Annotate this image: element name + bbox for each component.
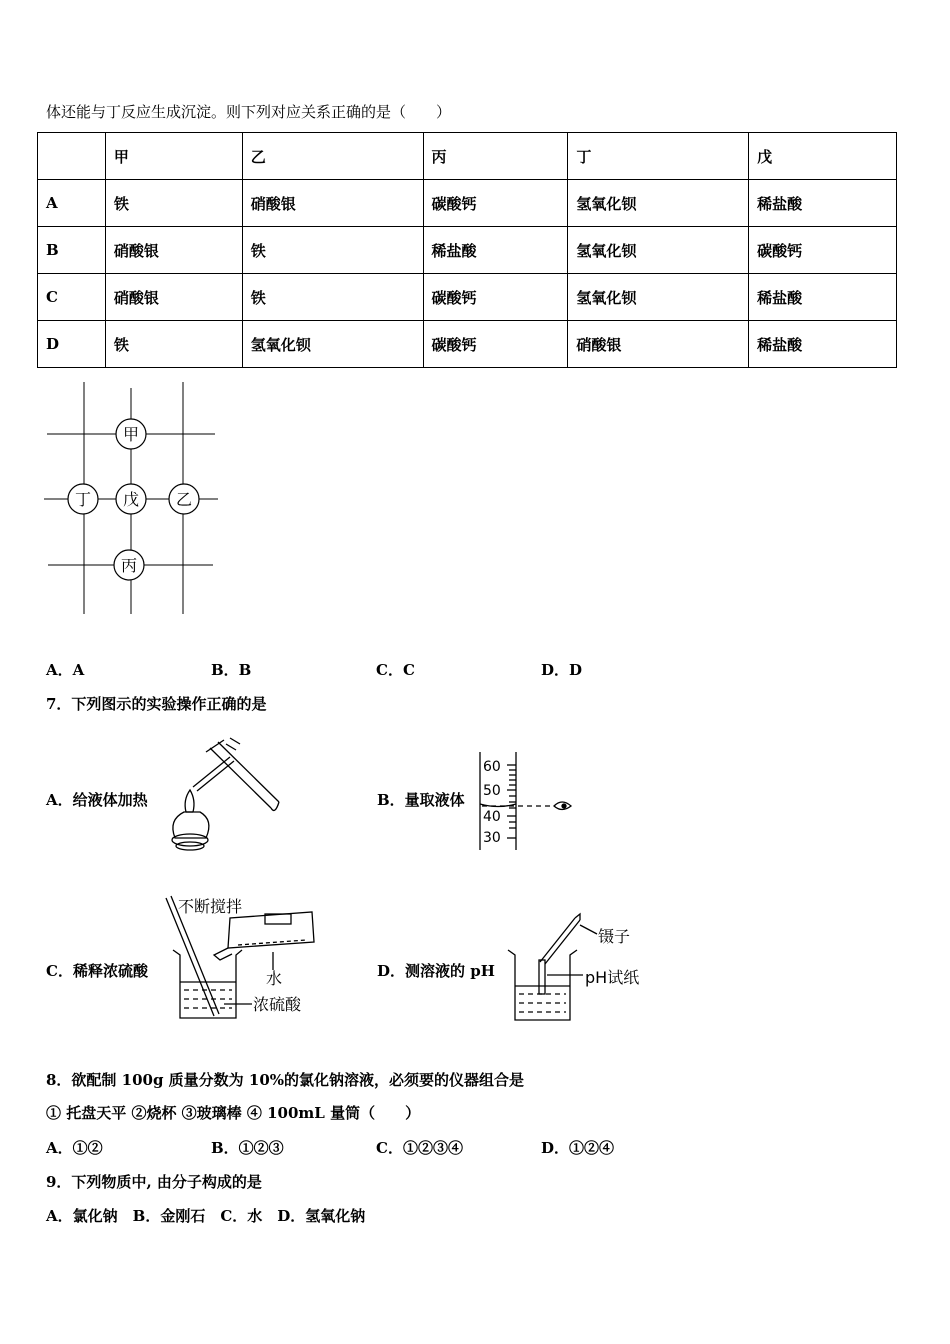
table-header-cell: 戊 [749, 133, 897, 180]
q7-option-d[interactable]: D．测溶液的 pH [377, 962, 495, 980]
option-c[interactable]: C．C [376, 661, 415, 679]
table-cell: B [38, 227, 106, 274]
q7-title: 7．下列图示的实验操作正确的是 [46, 695, 267, 713]
cylinder-tick: 40 [483, 809, 501, 825]
question-intro: 体还能与丁反应生成沉淀。则下列对应关系正确的是（ ） [46, 103, 452, 121]
table-cell: 碳酸钙 [749, 227, 897, 274]
table-cell: 硝酸银 [105, 227, 242, 274]
option-a[interactable]: A．①② [46, 1139, 103, 1157]
table-header-cell: 丙 [423, 133, 568, 180]
node-label: 丙 [120, 556, 138, 575]
option-a[interactable]: A．A [46, 661, 85, 679]
node-label: 乙 [175, 490, 193, 509]
table-header-cell: 甲 [105, 133, 242, 180]
tweezers-label: 镊子 [598, 927, 631, 946]
option-d[interactable]: D．D [541, 661, 583, 679]
q9-options[interactable]: A．氯化钠 B．金刚石 C．水 D．氢氧化钠 [46, 1207, 366, 1225]
node-label: 戊 [122, 490, 140, 509]
table-cell: 硝酸银 [105, 274, 242, 321]
option-c[interactable]: C．①②③④ [376, 1139, 463, 1157]
table-cell: 硝酸银 [568, 321, 749, 368]
q9-title: 9．下列物质中, 由分子构成的是 [46, 1173, 262, 1191]
water-label: 水 [266, 969, 283, 988]
table-cell: 铁 [105, 321, 242, 368]
table-header-cell: 乙 [242, 133, 423, 180]
table-cell: D [38, 321, 106, 368]
q7-option-a[interactable]: A．给液体加热 [46, 791, 148, 809]
table-cell: 稀盐酸 [749, 274, 897, 321]
table-cell: 氢氧化钡 [568, 180, 749, 227]
option-b[interactable]: B．①②③ [211, 1139, 284, 1157]
q8-title: 8．欲配制 100g 质量分数为 10%的氯化钠溶液，必须要的仪器组合是 [46, 1071, 525, 1089]
table-cell: 碳酸钙 [423, 274, 568, 321]
table-cell: 铁 [242, 227, 423, 274]
acid-label: 浓硫酸 [253, 995, 302, 1014]
cylinder-tick: 30 [483, 830, 501, 846]
q8-items: ① 托盘天平 ②烧杯 ③玻璃棒 ④ 100mL 量筒（ ） [46, 1104, 421, 1122]
cylinder-tick: 50 [483, 783, 501, 799]
table-cell: 稀盐酸 [423, 227, 568, 274]
table-cell: 碳酸钙 [423, 321, 568, 368]
table-cell: 氢氧化钡 [568, 227, 749, 274]
table-cell: 稀盐酸 [749, 321, 897, 368]
table-cell: 铁 [105, 180, 242, 227]
table-cell: 氢氧化钡 [568, 274, 749, 321]
table-cell: 碳酸钙 [423, 180, 568, 227]
q7-option-b[interactable]: B．量取液体 [377, 791, 465, 809]
table-cell: A [38, 180, 106, 227]
table-header-cell: 丁 [568, 133, 749, 180]
table-cell: 硝酸银 [242, 180, 423, 227]
table-cell: 稀盐酸 [749, 180, 897, 227]
ph-paper-label: pH试纸 [585, 968, 640, 987]
stir-label: 不断搅拌 [178, 897, 243, 916]
node-label: 甲 [122, 425, 140, 444]
table-cell: 氢氧化钡 [242, 321, 423, 368]
option-d[interactable]: D．①②④ [541, 1139, 615, 1157]
cylinder-tick: 60 [483, 759, 501, 775]
table-cell: 铁 [242, 274, 423, 321]
option-b[interactable]: B．B [211, 661, 252, 679]
table-cell: C [38, 274, 106, 321]
node-label: 丁 [74, 490, 92, 509]
q7-option-c[interactable]: C．稀释浓硫酸 [46, 962, 148, 980]
